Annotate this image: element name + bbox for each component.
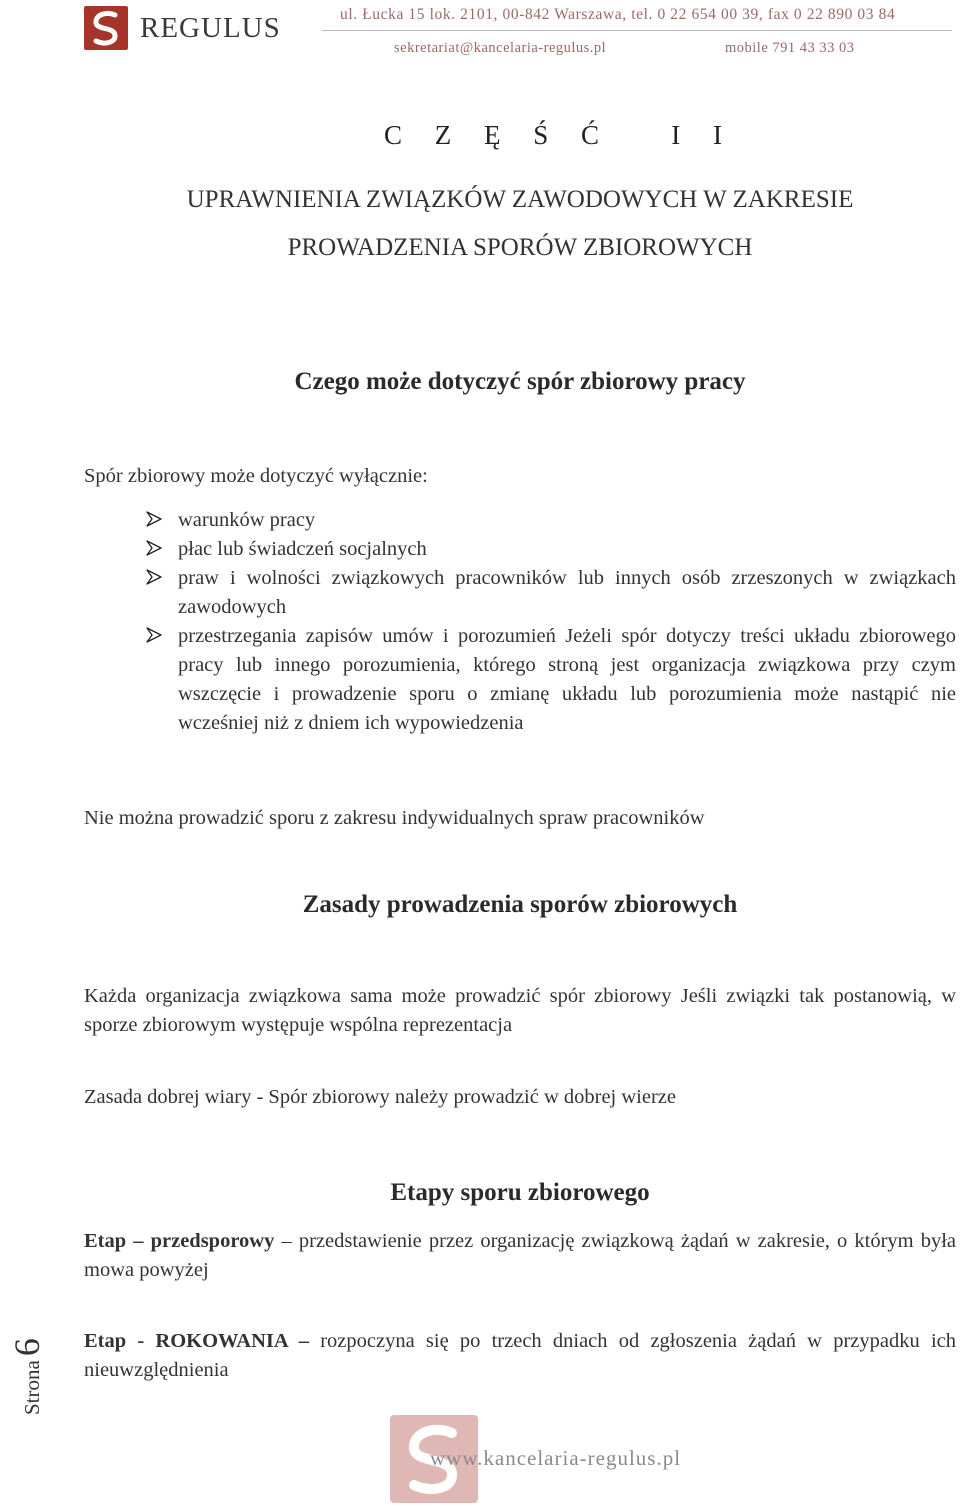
list-item-text: przestrzegania zapisów umów i porozumień Jeżeli spór dotyczy treści układu zbiorowego pracy lub innego porozumienia, którego stroną jest organizacja związkowa przy czym wszczęcie i prowadzenie sporu o zmianę układu lub porozumienia może nastąpić nie wcześniej niż z dniem ich wypowiedzenia bbox=[178, 625, 956, 734]
header-email: sekretariat@kancelaria-regulus.pl bbox=[394, 40, 607, 56]
brand-name: REGULUS bbox=[140, 11, 281, 44]
page-number: 6 bbox=[7, 1338, 47, 1357]
arrow-bullet-icon bbox=[146, 511, 162, 527]
list-item-text: płac lub świadczeń socjalnych bbox=[178, 538, 427, 560]
arrow-bullet-icon bbox=[146, 569, 162, 585]
stage-2-paragraph bbox=[84, 1327, 956, 1385]
stage-2-text: rozpoczyna się po trzech dniach od zgłoszenia żądań w przypadku ich nieuwzględnienia bbox=[84, 1330, 956, 1381]
stage-1-label: Etap – przedsporowy bbox=[84, 1230, 275, 1252]
header-address: ul. Łucka 15 lok. 2101, 00-842 Warszawa, tel. 0 22 654 00 39, fax 0 22 890 03 84 bbox=[340, 6, 896, 23]
rules-paragraph-1: Każda organizacja związkowa sama może prowadzić spór zbiorowy Jeśli związki tak postanowią, w sporze zbiorowym występuje wspólna reprezentacja bbox=[84, 985, 956, 1036]
section-heading-scope: Czego może dotyczyć spór zbiorowy pracy bbox=[294, 368, 746, 395]
footer-website-url: www.kancelaria-regulus.pl bbox=[430, 1446, 682, 1470]
list-item bbox=[146, 564, 956, 622]
regulus-logo bbox=[84, 6, 281, 50]
scope-note: Nie można prowadzić sporu z zakresu indywidualnych spraw pracowników bbox=[84, 807, 705, 829]
scope-intro: Spór zbiorowy może dotyczyć wyłącznie: bbox=[84, 465, 428, 487]
section-heading-stages: Etapy sporu zbiorowego bbox=[390, 1179, 650, 1206]
scope-bullet-list bbox=[146, 506, 956, 738]
stage-1-text: – przedstawienie przez organizację związkową żądań w zakresie, o którym była mowa powyżej bbox=[84, 1230, 956, 1281]
section-heading-rules: Zasady prowadzenia sporów zbiorowych bbox=[302, 891, 738, 918]
main-title-line-1: UPRAWNIENIA ZWIĄZKÓW ZAWODOWYCH W ZAKRESIE bbox=[186, 186, 854, 213]
stage-1-paragraph bbox=[84, 1227, 956, 1285]
regulus-logo-icon bbox=[84, 6, 128, 50]
page-word: Strona bbox=[20, 1360, 44, 1415]
page-number-label bbox=[6, 1325, 46, 1415]
part-title: C Z Ę Ś Ć I I bbox=[384, 120, 736, 150]
list-item bbox=[146, 506, 956, 535]
header-divider bbox=[322, 30, 952, 31]
stage-2-label: Etap - ROKOWANIA – bbox=[84, 1330, 309, 1352]
arrow-bullet-icon bbox=[146, 627, 162, 643]
main-title-line-2: PROWADZENIA SPORÓW ZBIOROWYCH bbox=[287, 234, 753, 261]
list-item bbox=[146, 622, 956, 738]
arrow-bullet-icon bbox=[146, 540, 162, 556]
rules-paragraph-2: Zasada dobrej wiary - Spór zbiorowy należy prowadzić w dobrej wierze bbox=[84, 1086, 676, 1108]
list-item bbox=[146, 535, 956, 564]
header-mobile: mobile 791 43 33 03 bbox=[725, 40, 855, 56]
list-item-text: praw i wolności związkowych pracowników lub innych osób zrzeszonych w związkach zawodowych bbox=[178, 567, 956, 618]
list-item-text: warunków pracy bbox=[178, 509, 316, 531]
